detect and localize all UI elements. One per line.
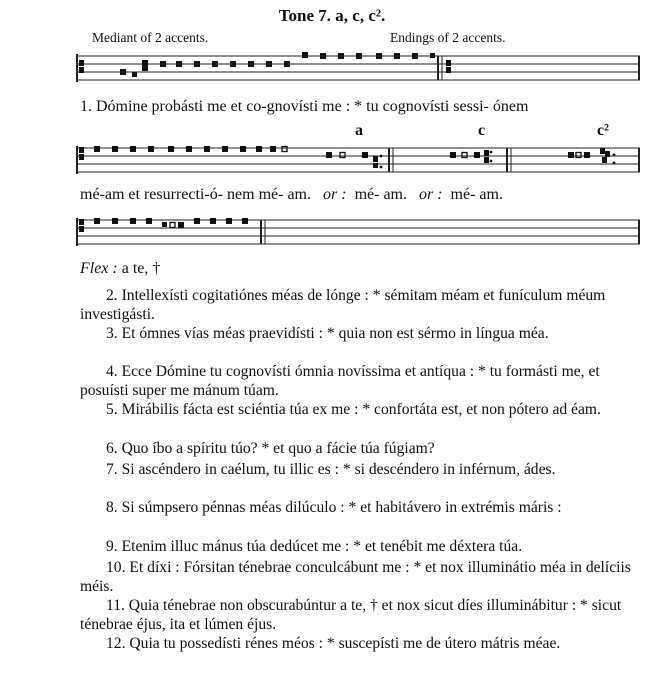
verse-2: 2. Intellexísti cogitatiónes méas de lónge : * sémitam méam et funículum méum investigásti. [80,287,606,323]
verse-3: 3. Et ómnes vías méas praevidísti : * quia non est sérmo in língua méa. [106,325,549,342]
staff-1 [76,50,646,88]
endings-label: Endings of 2 accents. [390,30,506,45]
staff-2 [76,142,646,182]
ending-letter-c2: c² [597,122,609,139]
verse-8: 8. Si súmpsero pénnas méas dilúculo : * et habitávero in extrémis máris : [106,499,562,516]
verse-10: 10. Et díxi : Fórsitan ténebrae conculcábunt me : * et nox illuminátio méa in delíciis méis. [80,559,631,595]
staff-3 [76,214,646,254]
flex-text: a te, † [121,260,161,277]
ending-letter-c: c [478,122,486,139]
verse-1-line: 1. Dómine probásti me et co-gnovísti me : * tu cognovísti sessi- ónem [80,98,529,115]
verse-1-line-2 [80,186,503,204]
verse-6: 6. Quo íbo a spíritu túo? * et quo a fácie túa fúgiam? [106,440,435,457]
verse-4: 4. Ecce Dómine tu cognovísti ómnia novíssima et antíqua : * tu formásti me, et posuísti super me mánum túam. [80,363,600,399]
page-title: Tone 7. a, c, c². [278,6,386,25]
verse-9: 9. Etenim illuc mánus túa dedúcet me : * et tenébit me déxtera túa. [106,538,523,555]
or-label-2: or : [418,186,443,203]
verse-12: 12. Quia tu possedísti rénes méos : * suscepísti me de útero mátris méae. [106,635,561,652]
flex-label: Flex : [80,260,118,277]
ending-c2-text: mé- am. [450,186,503,203]
verse-11: 11. Quia ténebrae non obscurabúntur a te, † et nox sicut díes illuminábitur : * sicut ténebrae éjus, ita et lúmen éjus. [80,597,622,633]
or-label-1: or : [323,186,347,203]
flex-line [80,260,160,278]
ending-letter-a: a [355,122,363,139]
ending-c-text: mé- am. [354,186,407,203]
ending-a-text: mé-am et resurrecti-ó- nem mé- am. [80,186,311,203]
mediant-label: Mediant of 2 accents. [92,30,209,45]
verse-5: 5. Mirábilis fácta est sciéntia túa ex me : * confortáta est, et non pótero ad éam. [106,401,601,418]
verse-7: 7. Si ascéndero in caélum, tu illic es : * si descéndero in inférnum, ádes. [106,461,556,478]
